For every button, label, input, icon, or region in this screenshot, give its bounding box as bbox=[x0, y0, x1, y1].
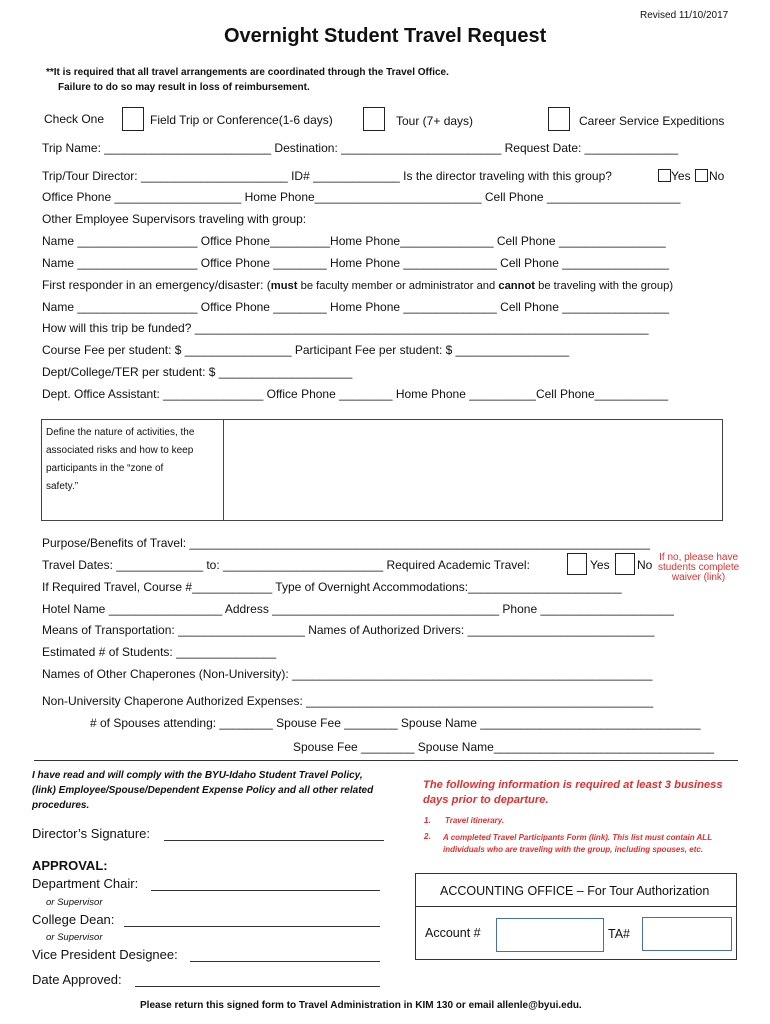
spouses-line[interactable]: # of Spouses attending: ________ Spouse Fee ________ Spouse Name _________________________________ bbox=[90, 716, 701, 730]
other-employee-label: Other Employee Supervisors traveling with group: bbox=[42, 212, 307, 226]
director-signature-line[interactable] bbox=[164, 840, 384, 841]
required-no-label: No bbox=[637, 558, 653, 572]
vp-label: Vice President Designee: bbox=[32, 947, 178, 962]
check-one-label: Check One bbox=[44, 112, 105, 126]
divider bbox=[34, 760, 738, 761]
director-traveling-yes-checkbox[interactable] bbox=[658, 169, 671, 182]
ta-number-input[interactable] bbox=[642, 917, 732, 951]
req-item-1: Travel itinerary. bbox=[445, 816, 505, 825]
account-number-label: Account # bbox=[425, 926, 481, 940]
college-dean-signature-line[interactable] bbox=[124, 926, 380, 927]
college-dean-label: College Dean: bbox=[32, 912, 115, 927]
page-title: Overnight Student Travel Request bbox=[224, 25, 547, 47]
director-signature-label: Director’s Signature: bbox=[32, 826, 151, 841]
funding-line[interactable]: How will this trip be funded? ____________________________________________________________________ bbox=[42, 321, 649, 335]
req-item-1-num: 1. bbox=[424, 816, 431, 825]
director-traveling-no-checkbox[interactable] bbox=[695, 169, 708, 182]
director-phone-line[interactable]: Office Phone ___________________ Home Phone_________________________ Cell Phone ____________________ bbox=[42, 190, 681, 204]
dept-assistant-line[interactable]: Dept. Office Assistant: _______________ Office Phone ________ Home Phone __________Cell Phone___________ bbox=[42, 387, 669, 401]
dept-chair-signature-line[interactable] bbox=[151, 890, 380, 891]
required-travel-no-checkbox[interactable] bbox=[615, 553, 635, 575]
first-responder-line[interactable]: Name __________________ Office Phone ________ Home Phone ______________ Cell Phone ________________ bbox=[42, 300, 669, 314]
dept-fee-line[interactable]: Dept/College/TER per student: $ ____________________ bbox=[42, 365, 353, 379]
chaperones-line[interactable]: Names of Other Chaperones (Non-University): ______________________________________________________ bbox=[42, 667, 653, 681]
students-line[interactable]: Estimated # of Students: _______________ bbox=[42, 645, 277, 659]
chaperone-expenses-line[interactable]: Non-University Chaperone Authorized Expenses: ____________________________________________________ bbox=[42, 694, 654, 708]
footer-instructions: Please return this signed form to Travel Administration in KIM 130 or email allenle@byui.edu. bbox=[140, 1000, 582, 1011]
supervisor-1-line[interactable]: Name __________________ Office Phone_________Home Phone______________ Cell Phone ________________ bbox=[42, 234, 666, 248]
dept-chair-label: Department Chair: bbox=[32, 876, 139, 891]
notice-line-2: Failure to do so may result in loss of reimbursement. bbox=[58, 82, 310, 93]
yes-label: Yes bbox=[671, 169, 691, 183]
date-approved-line[interactable] bbox=[135, 986, 380, 987]
field-trip-label: Field Trip or Conference(1-6 days) bbox=[150, 113, 333, 127]
required-yes-label: Yes bbox=[590, 558, 610, 572]
activities-label: Define the nature of activities, the associated risks and how to keep participants in the “zone of safety.” bbox=[46, 427, 195, 492]
tour-label: Tour (7+ days) bbox=[396, 114, 474, 128]
accounting-box bbox=[415, 873, 737, 960]
req-item-2-num: 2. bbox=[424, 832, 431, 841]
activities-input[interactable] bbox=[223, 419, 723, 521]
required-info-heading: The following information is required at least 3 business days prior to departure. bbox=[423, 779, 723, 806]
waiver-note[interactable]: If no, please have students complete waiver (link) bbox=[658, 552, 740, 583]
ta-number-label: TA# bbox=[608, 927, 630, 941]
revised-date: Revised 11/10/2017 bbox=[640, 10, 729, 21]
travel-dates-line[interactable]: Travel Dates: _____________ to: ________________________ Required Academic Travel: bbox=[42, 558, 530, 572]
accounting-divider bbox=[416, 906, 736, 907]
tour-checkbox[interactable] bbox=[363, 107, 385, 131]
supervisor-2-line[interactable]: Name __________________ Office Phone ________ Home Phone ______________ Cell Phone ________________ bbox=[42, 256, 669, 270]
notice-line-1: **It is required that all travel arrangements are coordinated through the Travel Office. bbox=[46, 67, 449, 78]
approval-heading: APPROVAL: bbox=[32, 858, 108, 873]
or-supervisor-2: or Supervisor bbox=[46, 932, 103, 943]
career-label: Career Service Expeditions bbox=[579, 114, 725, 128]
required-travel-yes-checkbox[interactable] bbox=[567, 553, 587, 575]
spouse-2-line[interactable]: Spouse Fee ________ Spouse Name_________________________________ bbox=[293, 740, 715, 754]
fees-line[interactable]: Course Fee per student: $ ________________ Participant Fee per student: $ _________________ bbox=[42, 343, 570, 357]
director-line[interactable]: Trip/Tour Director: ______________________ ID# _____________ Is the director traveling with this group? bbox=[42, 169, 612, 183]
course-line[interactable]: If Required Travel, Course #____________ Type of Overnight Accommodations:_______________________ bbox=[42, 580, 622, 594]
trip-name-line[interactable]: Trip Name: _________________________ Destination: ________________________ Request Date: ______________ bbox=[42, 141, 679, 155]
policy-statement: I have read and will comply with the BYU-Idaho Student Travel Policy, (link) Employee/Spouse/Dependent Expense Policy and all other related procedures. bbox=[32, 770, 374, 811]
first-responder-label: First responder in an emergency/disaster: (must be faculty member or administrator and cannot be traveling with the group) bbox=[42, 278, 674, 292]
career-checkbox[interactable] bbox=[548, 107, 570, 131]
req-item-2: A completed Travel Participants Form (link). This list must contain ALL individuals who are traveling with the group, including spouses, etc. bbox=[443, 833, 713, 854]
purpose-line[interactable]: Purpose/Benefits of Travel: _____________________________________________________________________ bbox=[42, 536, 650, 550]
vp-signature-line[interactable] bbox=[190, 961, 380, 962]
activities-label-cell bbox=[41, 419, 225, 521]
account-number-input[interactable] bbox=[496, 918, 604, 952]
accounting-title: ACCOUNTING OFFICE – For Tour Authorization bbox=[440, 884, 710, 898]
transport-line[interactable]: Means of Transportation: ___________________ Names of Authorized Drivers: ____________________________ bbox=[42, 623, 655, 637]
hotel-line[interactable]: Hotel Name _________________ Address __________________________________ Phone ____________________ bbox=[42, 602, 674, 616]
field-trip-checkbox[interactable] bbox=[122, 107, 144, 131]
no-label: No bbox=[709, 169, 725, 183]
or-supervisor-1: or Supervisor bbox=[46, 897, 103, 908]
date-approved-label: Date Approved: bbox=[32, 972, 122, 987]
